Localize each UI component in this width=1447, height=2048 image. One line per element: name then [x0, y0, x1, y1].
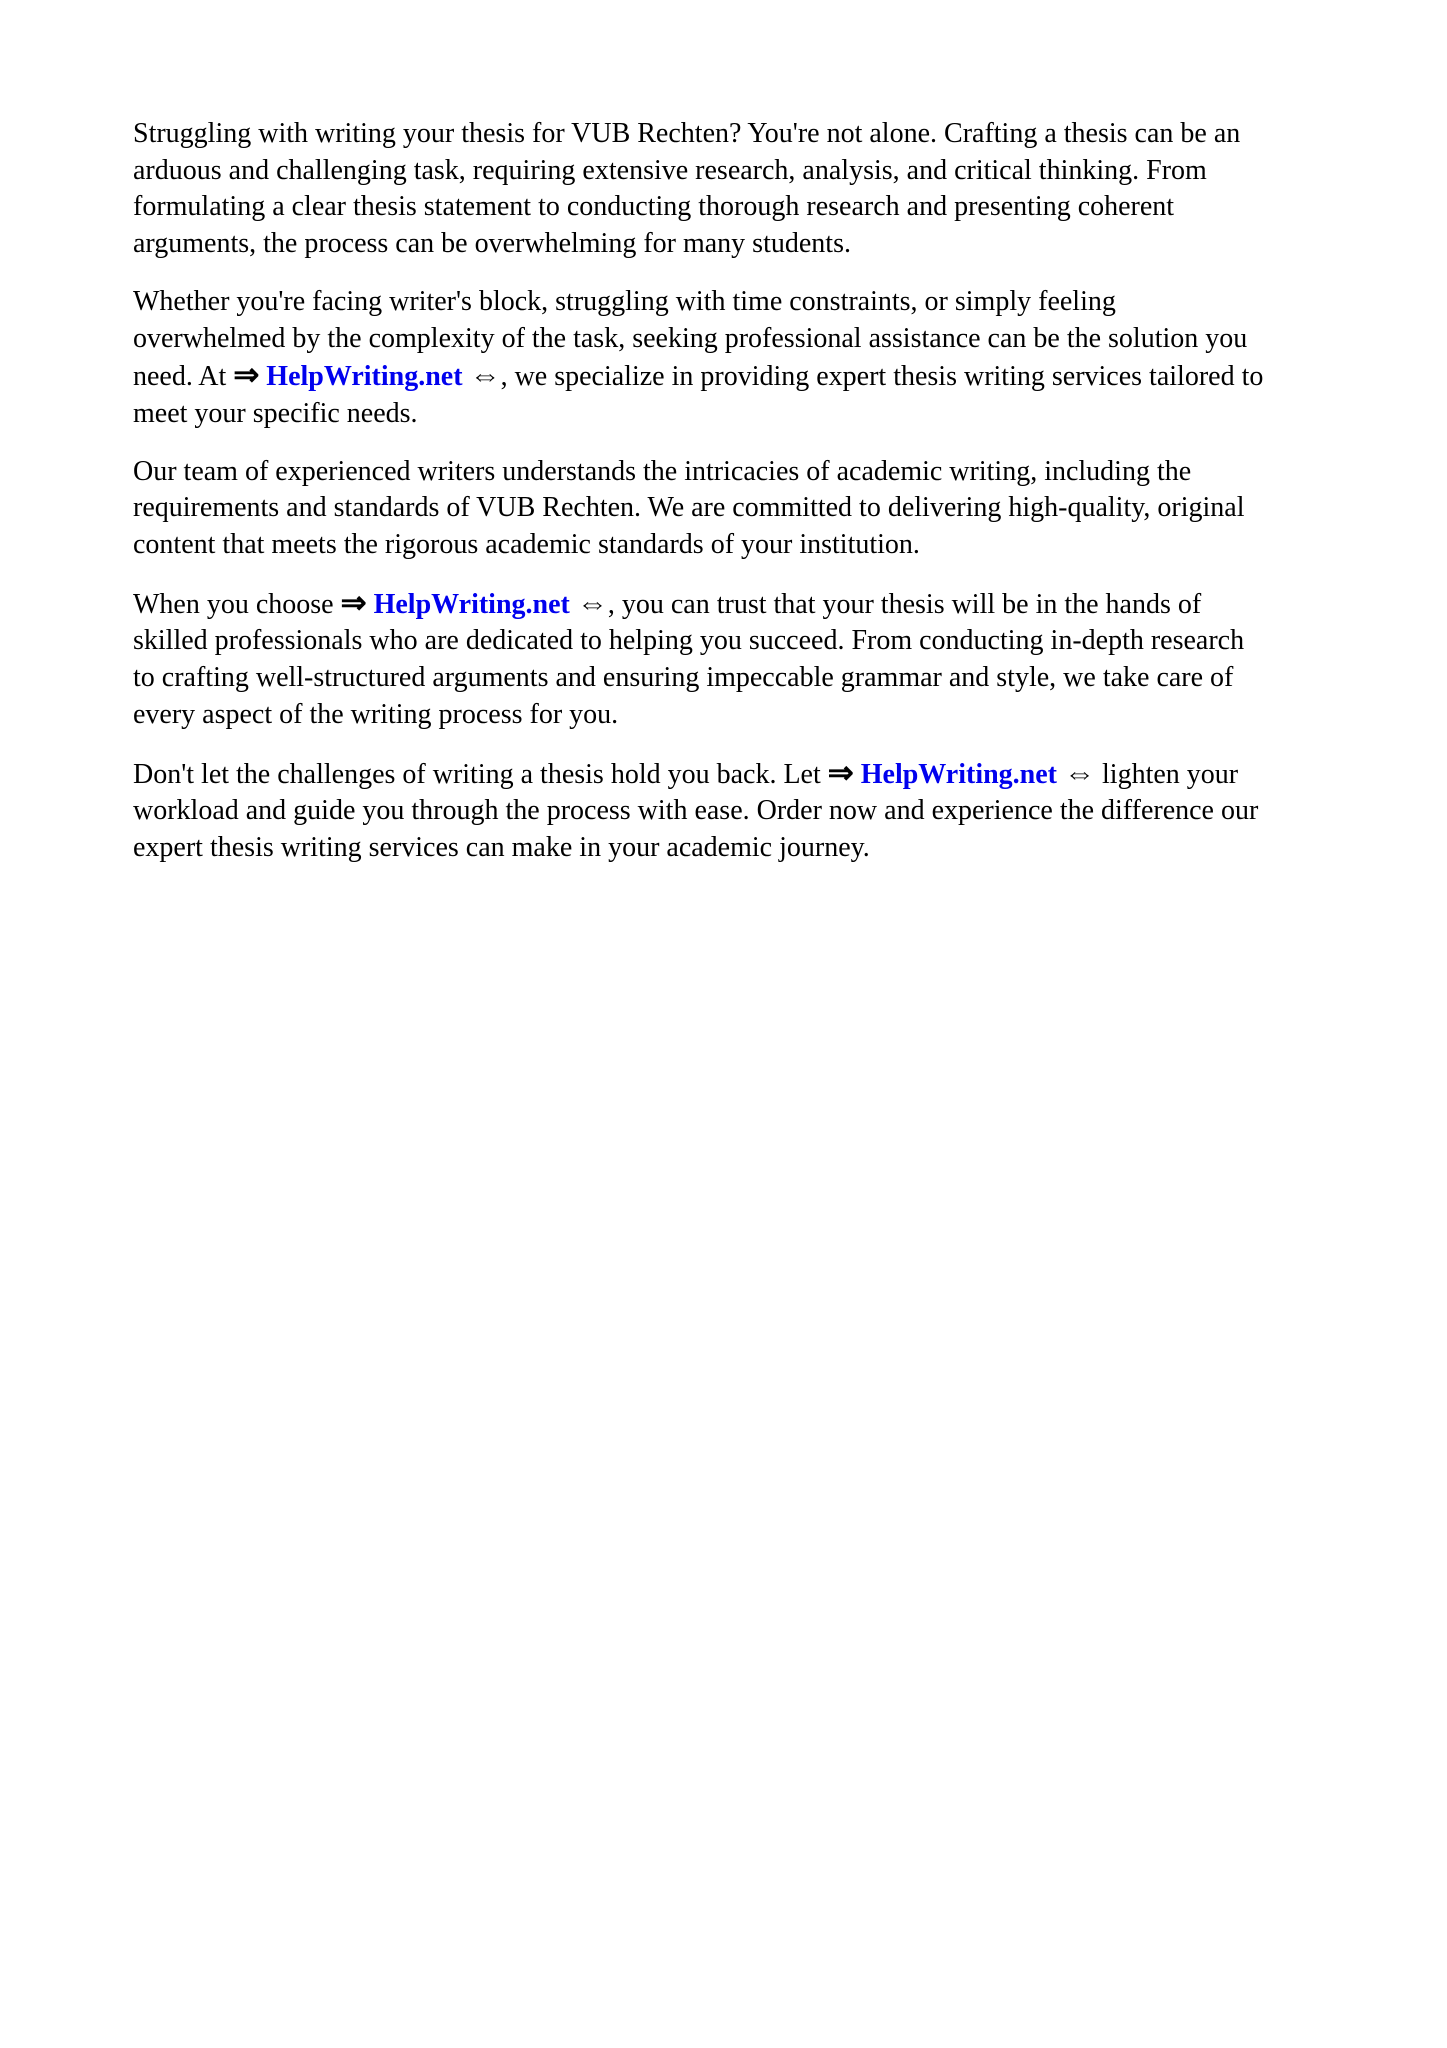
paragraph: [133, 755, 1403, 867]
helpwriting-link[interactable]: HelpWriting.net: [266, 361, 463, 393]
paragraph: [133, 454, 1403, 564]
text-line: [133, 284, 1403, 321]
text-run: [854, 759, 861, 790]
double-arrow-left-right-icon: ⇔: [469, 357, 501, 393]
text-run: skilled professionals who are dedicated to helping you succeed. From conducting in-depth research: [133, 625, 1245, 657]
double-arrow-left-right-icon: ⇔: [1064, 754, 1096, 790]
text-run: workload and guide you through the process with ease. Order now and experience the difference our: [133, 795, 1259, 827]
text-line: [133, 585, 1403, 624]
text-line: [133, 660, 1403, 697]
text-run: meet your specific needs.: [133, 397, 418, 429]
text-run: [367, 589, 374, 620]
text-run: [570, 589, 577, 620]
double-arrow-right-icon: ⇒: [340, 584, 367, 620]
text-run: Whether you're facing writer's block, struggling with time constraints, or simply feeling: [133, 285, 1116, 317]
text-line: [133, 793, 1403, 830]
text-run: Don't let the challenges of writing a thesis hold you back. Let: [133, 758, 828, 790]
text-line: [133, 396, 1403, 433]
text-line: [133, 357, 1403, 396]
text-line: [133, 623, 1403, 660]
text-line: [133, 527, 1403, 564]
text-run: content that meets the rigorous academic standards of your institution.: [133, 529, 920, 561]
text-line: [133, 189, 1403, 226]
text-line: [133, 153, 1403, 190]
text-run: to crafting well-structured arguments and ensuring impeccable grammar and style, we take care of: [133, 662, 1234, 694]
text-run: [463, 361, 470, 392]
text-line: [133, 755, 1403, 794]
double-arrow-right-icon: ⇒: [827, 754, 854, 790]
text-run: [1057, 759, 1064, 790]
helpwriting-link[interactable]: HelpWriting.net: [860, 758, 1058, 790]
paragraph: [133, 585, 1403, 734]
text-line: [133, 321, 1403, 358]
text-run: arguments, the process can be overwhelming for many students.: [133, 228, 851, 260]
text-run: , we specialize in providing expert thesis writing services tailored to: [500, 361, 1264, 393]
text-run: , you can trust that your thesis will be in the hands of: [607, 588, 1202, 620]
text-run: lighten your: [1095, 758, 1239, 790]
text-run: requirements and standards of VUB Rechten. We are committed to delivering high-quality, original: [133, 492, 1245, 524]
text-run: every aspect of the writing process for you.: [133, 698, 619, 730]
text-run: When you choose: [133, 588, 341, 620]
text-line: [133, 490, 1403, 527]
paragraph: [133, 116, 1403, 263]
text-line: [133, 830, 1403, 867]
text-run: overwhelmed by the complexity of the task, seeking professional assistance can be the solution you: [133, 322, 1248, 354]
text-run: formulating a clear thesis statement to conducting thorough research and presenting coherent: [133, 191, 1175, 223]
text-line: [133, 697, 1403, 734]
text-run: Struggling with writing your thesis for VUB Rechten? You're not alone. Crafting a thesis can be an: [133, 118, 1241, 149]
text-run: expert thesis writing services can make in your academic journey.: [133, 831, 870, 863]
text-line: [133, 454, 1403, 491]
text-line: [133, 116, 1403, 153]
double-arrow-right-icon: ⇒: [233, 357, 260, 393]
text-run: arduous and challenging task, requiring extensive research, analysis, and critical thinking. From: [133, 154, 1207, 186]
text-line: [133, 226, 1403, 263]
helpwriting-link[interactable]: HelpWriting.net: [373, 588, 570, 620]
document-text-block: [133, 116, 1403, 888]
text-run: need. At: [133, 361, 234, 393]
double-arrow-left-right-icon: ⇔: [576, 584, 608, 620]
text-run: Our team of experienced writers understands the intricacies of academic writing, including the: [133, 455, 1192, 487]
paragraph: [133, 284, 1403, 433]
